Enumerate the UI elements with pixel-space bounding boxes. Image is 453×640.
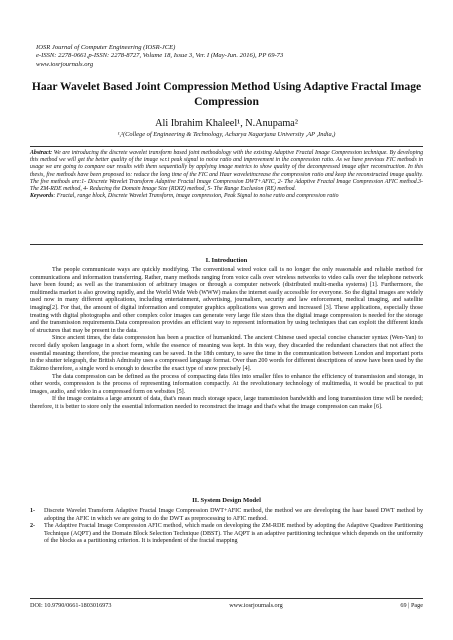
journal-website: www.iosrjournals.org [36,60,94,68]
abstract-top-rule [30,146,423,147]
list-item [30,523,423,546]
footer-page-number: 69 | Page [400,602,423,609]
list-item-number: 2- [30,523,36,530]
section-heading-introduction: I. Introduction [205,257,248,264]
keywords-text: : Fractal, range block, Discrete Wavelet Transform, image compression, Peak Signal to noise ratio and compression ratio [53,193,339,200]
abstract-block [30,150,423,201]
paper-title: Haar Wavelet Based Joint Compression Method Using Adaptive Fractal Image Compression [31,80,422,109]
intro-paragraph-3: The data compression can be defined as the process of compacting data files into smaller files to enhance the efficiency of transmission and storage, in other words, compression is the process of representing information compactly. At the revolutionary technology of multimedia, it would be practical to put images, audio, and video in a compressed form on websites [5]. [30,373,423,395]
intro-paragraph-4: If the image contains a large amount of data, that's mean much storage space, large transmission bandwidth and long transmission time will be needed; therefore, it is better to store only the essential information needed to reconstruct the image and that's what the image compression can make [6]. [30,396,423,410]
journal-issn: e-ISSN: 2278-0661,p-ISSN: 2278-8727, Volume 18, Issue 3, Ver. I (May-Jun. 2016), PP 69-73 [36,52,284,60]
abstract-bottom-rule [30,244,423,245]
system-design-list [30,508,423,546]
section-heading-system-design: II. System Design Model [192,497,261,504]
keywords-label: Keywords [30,193,54,200]
introduction-body [30,267,423,412]
list-item [30,508,423,523]
abstract-paragraph [30,150,423,193]
abstract-text: We are introducing the discrete wavelet transform based joint methodology with the existing Adaptive Fractal Image Compression technique. By developing this method we will get the better quality of the image w.r.t peak signal to noise ratio and improvement in the compression ratio. As we have previous FIC methods in usage we are going to compare our results with them sequentially by applying image metrics to show quality of the decompressed image after reconstruction. In this thesis, five methods have been proposed to: reduce the long time of the FIC and Haar waveletincrease the compression ratio and keep the reconstructed image quality. The five methods are:1- Discrete Wavelet Transform Adaptive Fractal Image Compression DWT+AFIC, 2- The Adaptive Fractal Image Compression AFIC method.3- The ZM-RDE method, 4- Reducing the Domain Image Size (RDIZ) method, 5- The Range Exclusion (RE) method. [30,150,423,193]
footer-rule [30,598,423,599]
intro-paragraph-2: Since ancient times, the data compression has been a practice of humankind. The ancient Chinese used special concise character syntax (Wen-Yan) to record daily spoken language in a short form, while the essence of meaning was kept. In this way, they discarded the redundant characters that not affect the essential meaning; therefore, the precise meaning can be saved. In the 18th century, to save the time in the communication between London and important ports in the shutter telegraph, the British Admiralty uses a compressed language format. Over than 200 words for different descriptions of snow have been used by the Eskimo therefore, a single word is enough to describe the exact type of snow precisely [4]. [30,335,423,372]
journal-name: IOSR Journal of Computer Engineering (IOSR-JCE) [36,44,176,51]
list-item-text: The Adaptive Fractal Image Compression AFIC method, which made on developing the ZM-RDE method by adopting the Adaptive Quadtree Partitioning Technique (AQPT) and the Domain Block Selection Technique (DBST). The AQPT is an adaptive partitioning technique which depends on the uniformity of the blocks as a partitioning criterion. It is independent of the fractal mapping [44,523,423,545]
journal-header [36,44,416,69]
intro-paragraph-1: The people communicate ways are quickly modifying. The conventional wired voice call is no longer the only reasonable and reliable method for communications and information transferring. Rather, many methods ranging from voice calls over wireless networks to video calls over the telephone network have been found; as well as the transmission of arbitrary images or through a computer network (distributed multi-media systems) [1]. Furthermore, the multimedia market is also growing rapidly, and the World Wide Web (WWW) makes the internet easily accessible for everyone. So the digital images are widely used now in many different applications, including entertainment, advertising, journalism, security and law enforcement, medical imaging, and satellite imaging[2]. For that, the amount of digital information and computer graphics applications was grown and increased [3]. These applications, especially those treating with digital photographs and other complex color images can generate very large file sizes thus the digital image compression is needed for the storage and the transmission requirements.Data compression provides an efficient way to represent information by using techniques that can exploit the different kinds of structures that may be present in the data. [30,267,423,334]
keywords-paragraph [30,193,423,200]
author-affiliation: ¹,²(College of Engineering & Technology, Acharya Nagarjuna University ,AP ,India,) [117,131,336,138]
list-item-number: 1- [30,508,36,514]
paper-authors: Ali Ibrahim Khaleel¹, N.Anupama² [155,118,298,129]
footer-doi: DOI: 10.9790/0661-1803016973 [30,602,112,609]
page-footer [30,602,423,609]
footer-website: www.iosrjournals.org [229,602,283,609]
list-item-text: Discrete Wavelet Transform Adaptive Fractal Image Compression DWT+AFIC method, the method we are developing the haar based DWT method by adopting the AFIC in which we are going to do the DWT as preprocessing to AFIC method. [44,508,423,522]
abstract-label: Abstract: [30,150,53,156]
